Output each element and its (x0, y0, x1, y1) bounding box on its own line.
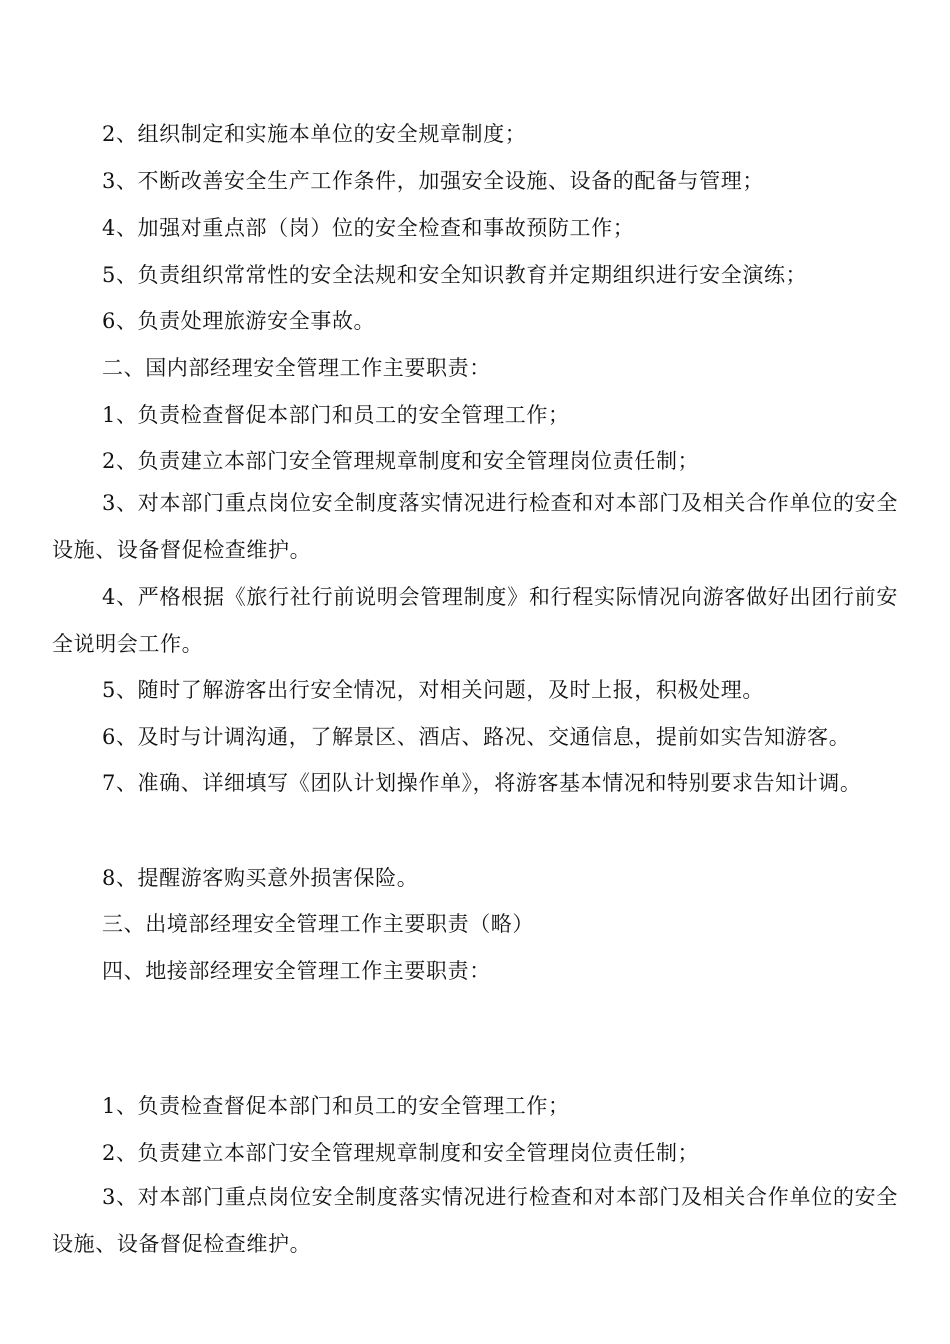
paragraph: 3、对本部门重点岗位安全制度落实情况进行检查和对本部门及相关合作单位的安全设施、设备督促检查维护。 (52, 1185, 898, 1256)
paragraph: 3、对本部门重点岗位安全制度落实情况进行检查和对本部门及相关合作单位的安全设施、设备督促检查维护。 (52, 491, 898, 562)
paragraph: 4、严格根据《旅行社行前说明会管理制度》和行程实际情况向游客做好出团行前安全说明会工作。 (52, 585, 898, 656)
paragraph: 3、不断改善安全生产工作条件，加强安全设施、设备的配备与管理； (102, 169, 764, 193)
paragraph: 1、负责检查督促本部门和员工的安全管理工作； (102, 1094, 570, 1118)
section-heading: 二、国内部经理安全管理工作主要职责： (102, 356, 491, 380)
paragraph: 4、加强对重点部（岗）位的安全检查和事故预防工作； (102, 216, 635, 240)
paragraph: 6、及时与计调沟通，了解景区、酒店、路况、交通信息，提前如实告知游客。 (102, 725, 851, 749)
paragraph: 8、提醒游客购买意外损害保险。 (102, 866, 419, 890)
section-heading: 三、出境部经理安全管理工作主要职责（略） (102, 912, 534, 936)
paragraph: 5、随时了解游客出行安全情况，对相关问题，及时上报，积极处理。 (102, 678, 764, 702)
paragraph: 2、组织制定和实施本单位的安全规章制度； (102, 122, 527, 146)
paragraph: 6、负责处理旅游安全事故。 (102, 309, 376, 333)
paragraph: 1、负责检查督促本部门和员工的安全管理工作； (102, 403, 570, 427)
paragraph: 7、准确、详细填写《团队计划操作单》，将游客基本情况和特别要求告知计调。 (102, 771, 862, 795)
paragraph: 2、负责建立本部门安全管理规章制度和安全管理岗位责任制； (102, 1141, 700, 1165)
paragraph: 2、负责建立本部门安全管理规章制度和安全管理岗位责任制； (102, 449, 700, 473)
paragraph: 5、负责组织常常性的安全法规和安全知识教育并定期组织进行安全演练； (102, 263, 808, 287)
section-heading: 四、地接部经理安全管理工作主要职责： (102, 959, 491, 983)
